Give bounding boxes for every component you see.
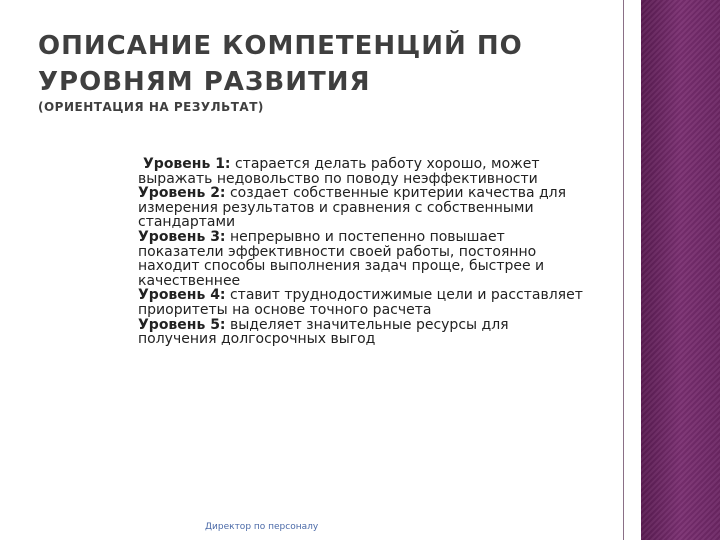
level-description: выделяет значительные ресурсы для получения долгосрочных выгод (138, 316, 509, 348)
level-description: непрерывно и постепенно повышает показатели эффективности своей работы, постоянно находит способы выполнения задач проще, быстрее и качественнее (138, 228, 545, 289)
level-item (138, 288, 588, 317)
levels-list (138, 157, 588, 347)
slide-title (38, 28, 598, 100)
divider-line (623, 0, 624, 540)
level-item (138, 230, 588, 288)
level-label: Уровень 3: (138, 228, 226, 245)
level-item (138, 186, 588, 230)
footer-text: Директор по персоналу (205, 522, 319, 532)
level-item (138, 157, 588, 186)
level-label: Уровень 5: (138, 316, 226, 333)
level-description: создает собственные критерии качества для измерения результатов и сравнения с собственными стандартами (138, 185, 567, 231)
level-label: Уровень 1: (143, 156, 231, 172)
title-line-2: УРОВНЯМ РАЗВИТИЯ (38, 67, 371, 97)
level-description: ставит труднодостижимые цели и расставляет приоритеты на основе точного расчета (138, 287, 583, 318)
title-line-1: ОПИСАНИЕ КОМПЕТЕНЦИЙ ПО (38, 31, 523, 61)
level-description: старается делать работу хорошо, может выражать недовольство по поводу неэффективности (138, 156, 540, 187)
decorative-side-panel (641, 0, 720, 540)
level-label: Уровень 2: (138, 185, 226, 202)
level-label: Уровень 4: (138, 287, 226, 304)
slide-subtitle: (ОРИЕНТАЦИЯ НА РЕЗУЛЬТАТ) (38, 100, 264, 114)
level-item (138, 318, 588, 347)
